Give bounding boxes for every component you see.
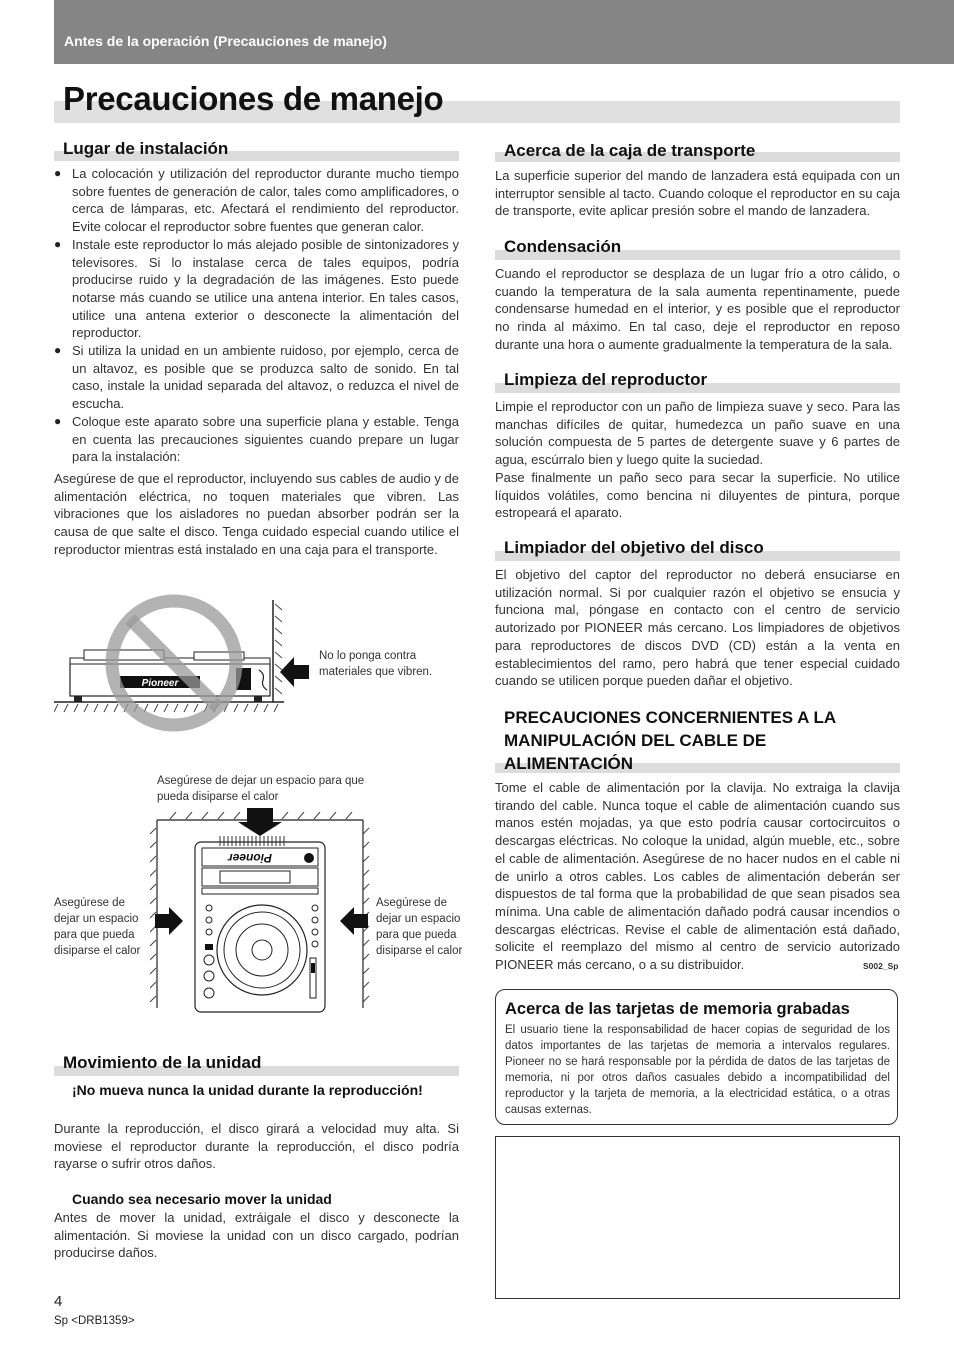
- installation-bullets: [54, 165, 459, 466]
- cable-text: Tome el cable de alimentación por la clavija. No extraiga la clavija tirando del cable. Nunca toque el cable de alimentación cuando sus manos estén mojadas, ya que esto podría causar cortocircuitos o descargas eléctricas. No coloque la unidad, algún mueble, etc., sobre el cable de alimentación. Asegúrese de no hacer nudos en el cable ni de unirlo a otros cables. Los cables de alimentación deberán ser dispuestos de tal forma que la probabilidad de que sean pisados sea mínima. Una cable de alimentación dañado podrá causar incendios o descargas eléctricas. Revise el cable de alimentación está dañado, solicite el reemplazo del mismo al centro de servicio autorizado PIONEER más cercano, o a su distribuidor.: [495, 780, 900, 973]
- section-title-cleaning: Limpieza del reproductor: [504, 370, 708, 389]
- cleaning-text-1: Limpie el reproductor con un paño de limpieza suave y seco. Para las manchas difíciles de quitar, humedezca un paño suave en una solución compuesta de 5 partes de detergente suave y 6 partes de agua, escúrralo bien y luego quite la suciedad.: [495, 399, 900, 468]
- page-number: 4: [54, 1293, 63, 1310]
- section-title-cable: [504, 706, 836, 775]
- figure1-caption: No lo ponga contra materiales que vibren.: [319, 650, 433, 678]
- section-title-installation: Lugar de instalación: [63, 139, 229, 158]
- figure2-caption-left: Asegúrese de dejar un espacio para que pueda disiparse el calor: [54, 897, 141, 957]
- list-item: ● Si utiliza la unidad en un ambiente ruidoso, por ejemplo, cerca de un altavoz, es posible que se produzca salto de sonido. En tal caso, instale la unidad separada del altavoz, o reduzca el nivel de escucha.: [54, 342, 459, 413]
- cable-title-line-3: ALIMENTACIÓN: [504, 754, 634, 773]
- list-item: ● Instale este reproductor lo más alejado posible de sintonizadores y televisores. Si lo instalase cerca de tales equipos, podría producirse ruido y la degradación de las imágenes. Esto puede notarse más cuando se utilice una antena interior. En tales casos, utilice una antena exterior o desconecte la alimentación del reproductor.: [54, 236, 459, 342]
- header-bar: [54, 0, 954, 64]
- movement-text-1: Durante la reproducción, el disco girará a velocidad muy alta. Si moviese el reproductor durante la reproducción, el disco podría rayarse o sufrir otros daños.: [54, 1121, 459, 1172]
- arrow-left-icon: [340, 906, 368, 936]
- breadcrumb: Antes de la operación (Precauciones de manejo): [64, 33, 387, 49]
- arrow-down-icon: [238, 808, 282, 836]
- brand-logo-figure2: Pioneer: [227, 851, 273, 865]
- cable-title-line-2: MANIPULACIÓN DEL CABLE DE: [504, 731, 767, 750]
- memory-card-notice: [495, 989, 898, 1125]
- document-code: Sp <DRB1359>: [54, 1315, 135, 1327]
- cleaning-text-2: Pase finalmente un paño seco para secar la superficie. No utilice líquidos volátiles, como bencina ni diluyentes de pintura, porque estropeará el aparato.: [495, 469, 900, 521]
- installation-paragraph: Asegúrese de que el reproductor, incluyendo sus cables de audio y de alimentación eléctrica, no toquen materiales que vibren. Las vibraciones que los aisladores no puedan absorber podrán ser la causa de que salte el disco. Tenga cuidado especial cuando utilice el reproductor mientras está instalado en una caja para el transporte.: [54, 470, 459, 557]
- movement-text-2: Antes de mover la unidad, extráigale el disco y desconecte la alimentación. Si moviese la unidad con un disco cargado, podrían producirse daños.: [54, 1210, 459, 1261]
- list-item: ● La colocación y utilización del reproductor durante mucho tiempo sobre fuentes de generación de calor, tales como amplificadores, o cerca de lámparas, etc. Afectará el rendimiento del reproductor. Evite colocar el reproductor sobre fuentes que generan calor.: [54, 165, 459, 236]
- figure2-caption-top: Asegúrese de dejar un espacio para que pueda disiparse el calor: [157, 775, 365, 803]
- movement-subhead-2: Cuando sea necesario mover la unidad: [72, 1191, 332, 1207]
- cable-code: S002_Sp: [863, 961, 899, 971]
- figure2-caption-right: Asegúrese de dejar un espacio para que pueda disiparse el calor: [376, 897, 463, 957]
- movement-subhead-1: ¡No mueva nunca la unidad durante la reproducción!: [72, 1082, 423, 1098]
- blank-box: [495, 1136, 900, 1299]
- section-title-condensation: Condensación: [504, 237, 622, 256]
- lens-text: El objetivo del captor del reproductor no deberá ensuciarse en utilización normal. Si por cualquier razón el objetivo se ensucia y funciona mal, póngase en contacto con el centro de servicio autorizado por PIONEER más cercano. Los limpiadores de objetivos para reproductores de discos DVD (CD) están a la venta en establecimientos del ramo, pero habrá que tener especial cuidado cuando se utilicen porque pueden dañar el objetivo.: [495, 567, 900, 689]
- section-title-movement: Movimiento de la unidad: [63, 1053, 262, 1072]
- installation-body: [54, 165, 459, 558]
- section-title-transport: Acerca de la caja de transporte: [504, 141, 756, 160]
- figure-no-vibration: [54, 590, 314, 735]
- arrow-left-icon: [280, 655, 310, 689]
- condensation-text: Cuando el reproductor se desplaza de un lugar frío a otro cálido, o cuando la temperatura de la sala aumenta repentinamente, puede condensarse humedad en el interior, y es posible que el reproductor no rinda al máximo. En tal caso, deje el reproductor en reposo durante una hora o aumente gradualmente la temperatura de la sala.: [495, 266, 900, 352]
- page-title: Precauciones de manejo: [63, 80, 444, 117]
- arrow-right-icon: [155, 906, 183, 936]
- brand-logo-figure1: Pioneer: [141, 678, 179, 689]
- cable-title-line-1: PRECAUCIONES CONCERNIENTES A LA: [504, 708, 837, 727]
- transport-text: La superficie superior del mando de lanzadera está equipada con un interruptor sensible al tacto. Cuando coloque el reproductor en su caja de transporte, evite aplicar presión sobre el mando de lanzadera.: [495, 168, 900, 219]
- cleaning-body: [495, 398, 900, 522]
- list-item: ● Coloque este aparato sobre una superficie plana y estable. Tenga en cuenta las precauciones siguientes cuando prepare un lugar para la instalación:: [54, 413, 459, 466]
- section-title-lens: Limpiador del objetivo del disco: [504, 538, 764, 557]
- memory-card-text: El usuario tiene la responsabilidad de hacer copias de seguridad de los datos importantes de las tarjetas de memoria a intervalos regulares. Pioneer no se hará responsable por la pérdida de datos de las tarjetas de memoria, ni por otros daños casuales debido a incompatibilidad del reproductor y la tarjeta de memoria, a la electricidad estática, o a otras causas externas.: [505, 1024, 890, 1116]
- memory-card-title: Acerca de las tarjetas de memoria grabadas: [505, 1000, 850, 1018]
